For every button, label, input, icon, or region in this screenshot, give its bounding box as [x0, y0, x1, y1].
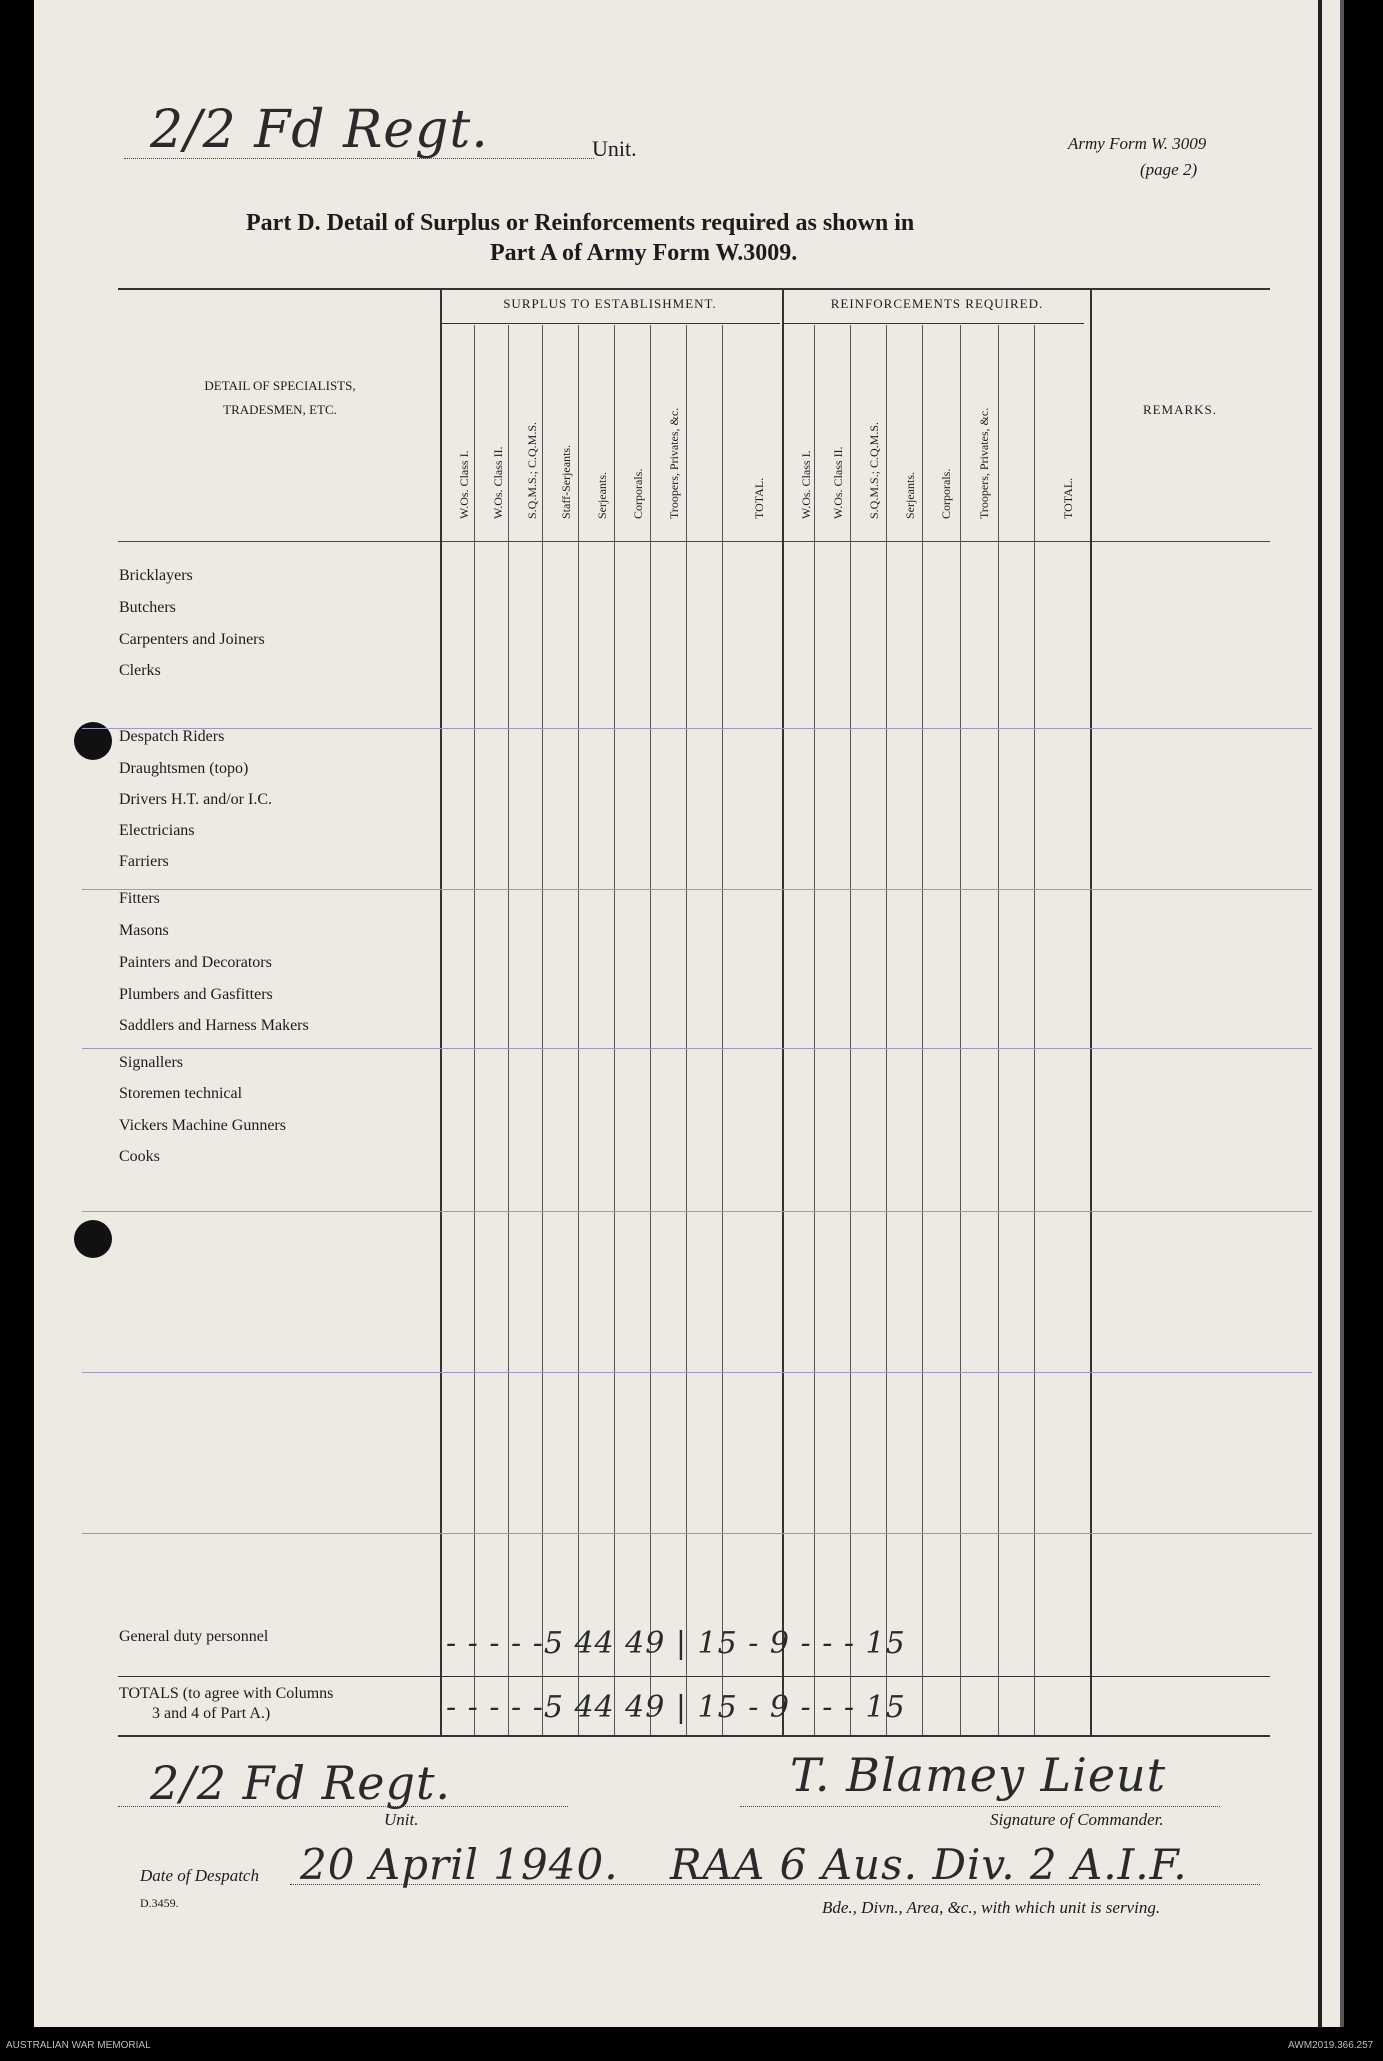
despatch-label: Date of Despatch — [140, 1866, 259, 1885]
ruled-line — [82, 1372, 1312, 1373]
commander-signature: T. Blamey Lieut — [790, 1748, 1167, 1802]
remarks-header: REMARKS. — [1142, 402, 1218, 417]
reinforcements-underline — [782, 323, 1084, 324]
column-line — [1090, 290, 1092, 1735]
surplus-header: SURPLUS TO ESTABLISHMENT. — [503, 296, 717, 311]
trade-row: Plumbers and Gasfitters — [119, 986, 273, 1003]
ruled-line — [82, 728, 1312, 729]
unit-handwritten: 2/2 Fd Regt. — [150, 100, 489, 160]
signature-label: Signature of Commander. — [990, 1810, 1164, 1829]
col-head-surplus-wo1: W.Os. Class I. — [457, 450, 471, 519]
unit-label: Unit. — [592, 136, 637, 161]
formation-handwritten: RAA 6 Aus. Div. 2 A.I.F. — [670, 1840, 1188, 1889]
col-head-surplus-troopers: Troopers, Privates, &c. — [667, 407, 681, 519]
col-head-surplus-staff-sjt: Staff-Serjeants. — [559, 444, 573, 519]
footer-unit-dotted-line — [118, 1806, 568, 1807]
trade-row: Vickers Machine Gunners — [119, 1117, 286, 1134]
trade-row: Bricklayers — [119, 567, 193, 584]
general-duty-entries: - - - - -5 44 49 | 15 - 9 - - - 15 — [446, 1626, 906, 1661]
col-head-surplus-cpl: Corporals. — [631, 468, 645, 519]
ruled-line — [82, 1211, 1312, 1212]
trade-row: Masons — [119, 922, 169, 939]
despatch-dotted-line — [290, 1884, 1260, 1885]
column-line — [686, 325, 687, 1735]
col-head-reinf-wo2: W.Os. Class II. — [831, 446, 845, 519]
col-head-reinf-sjt: Serjeants. — [903, 472, 917, 519]
signature-dotted-line — [740, 1806, 1220, 1807]
despatch-date-handwritten: 20 April 1940. — [300, 1840, 619, 1889]
col-head-reinf-cpl: Corporals. — [939, 468, 953, 519]
col-head-surplus-total: TOTAL. — [752, 477, 766, 519]
trade-row: Storemen technical — [119, 1085, 243, 1102]
col-head-surplus-wo2: W.Os. Class II. — [491, 446, 505, 519]
unit-dotted-line — [124, 158, 594, 159]
page-edge — [1318, 0, 1322, 2027]
detail-header-2: TRADESMEN, ETC. — [223, 402, 337, 417]
table-header-rule — [118, 541, 1270, 542]
formation-label: Bde., Divn., Area, &c., with which unit is serving. — [822, 1898, 1161, 1917]
col-head-reinf-sqms: S.Q.M.S.; C.Q.M.S. — [867, 421, 881, 519]
ruled-line — [82, 1048, 1312, 1049]
footer-unit-handwritten: 2/2 Fd Regt. — [150, 1756, 452, 1810]
col-head-reinf-wo1: W.Os. Class I. — [799, 450, 813, 519]
table-top-rule — [118, 288, 1270, 290]
archive-id: AWM2019.366.257 — [1288, 2040, 1374, 2051]
totals-entries: - - - - -5 44 49 | 15 - 9 - - - 15 — [446, 1690, 906, 1725]
trade-row: Farriers — [119, 853, 169, 870]
table-bottom-rule — [118, 1735, 1270, 1737]
page-edge-back — [1340, 0, 1344, 2027]
trade-row: Drivers H.T. and/or I.C. — [119, 791, 272, 808]
ruled-line — [82, 889, 1312, 890]
general-duty-label: General duty personnel — [119, 1628, 269, 1645]
totals-label: TOTALS (to agree with Columns — [119, 1685, 334, 1702]
trade-row: Cooks — [119, 1148, 160, 1165]
trade-row: Draughtsmen (topo) — [119, 760, 249, 777]
form-title-line2: Part A of Army Form W.3009. — [490, 240, 798, 266]
form-name: Army Form W. 3009 — [1068, 134, 1207, 153]
trade-row: Painters and Decorators — [119, 954, 272, 971]
trade-row: Electricians — [119, 822, 195, 839]
archive-strip — [0, 2027, 1383, 2061]
form-title-line1: Part D. Detail of Surplus or Reinforcements required as shown in — [246, 210, 915, 236]
col-head-reinf-total: TOTAL. — [1061, 477, 1075, 519]
detail-header: DETAIL OF SPECIALISTS, — [204, 378, 356, 393]
trade-row: Butchers — [119, 599, 176, 616]
footer-unit-label: Unit. — [384, 1810, 419, 1829]
col-head-surplus-sjt: Serjeants. — [595, 472, 609, 519]
archive-credit: AUSTRALIAN WAR MEMORIAL — [6, 2040, 151, 2051]
form-page: (page 2) — [1140, 160, 1198, 179]
punch-hole — [74, 1220, 112, 1258]
col-head-surplus-sqms: S.Q.M.S.; C.Q.M.S. — [525, 421, 539, 519]
ruled-line — [82, 1533, 1312, 1534]
column-line — [998, 325, 999, 1735]
trade-row: Clerks — [119, 662, 161, 679]
reinforcements-header: REINFORCEMENTS REQUIRED. — [830, 296, 1044, 311]
column-line — [1034, 325, 1035, 1735]
surplus-underline — [440, 323, 780, 324]
trade-row: Carpenters and Joiners — [119, 631, 265, 648]
totals-top-rule — [118, 1676, 1270, 1677]
trade-row: Signallers — [119, 1054, 183, 1071]
totals-label-2: 3 and 4 of Part A.) — [152, 1705, 271, 1722]
column-line — [722, 325, 723, 1735]
form-code: D.3459. — [140, 1896, 179, 1910]
col-head-reinf-troopers: Troopers, Privates, &c. — [977, 407, 991, 519]
trade-row: Despatch Riders — [119, 728, 225, 745]
trade-row: Saddlers and Harness Makers — [119, 1017, 309, 1034]
trade-row: Fitters — [119, 890, 160, 907]
